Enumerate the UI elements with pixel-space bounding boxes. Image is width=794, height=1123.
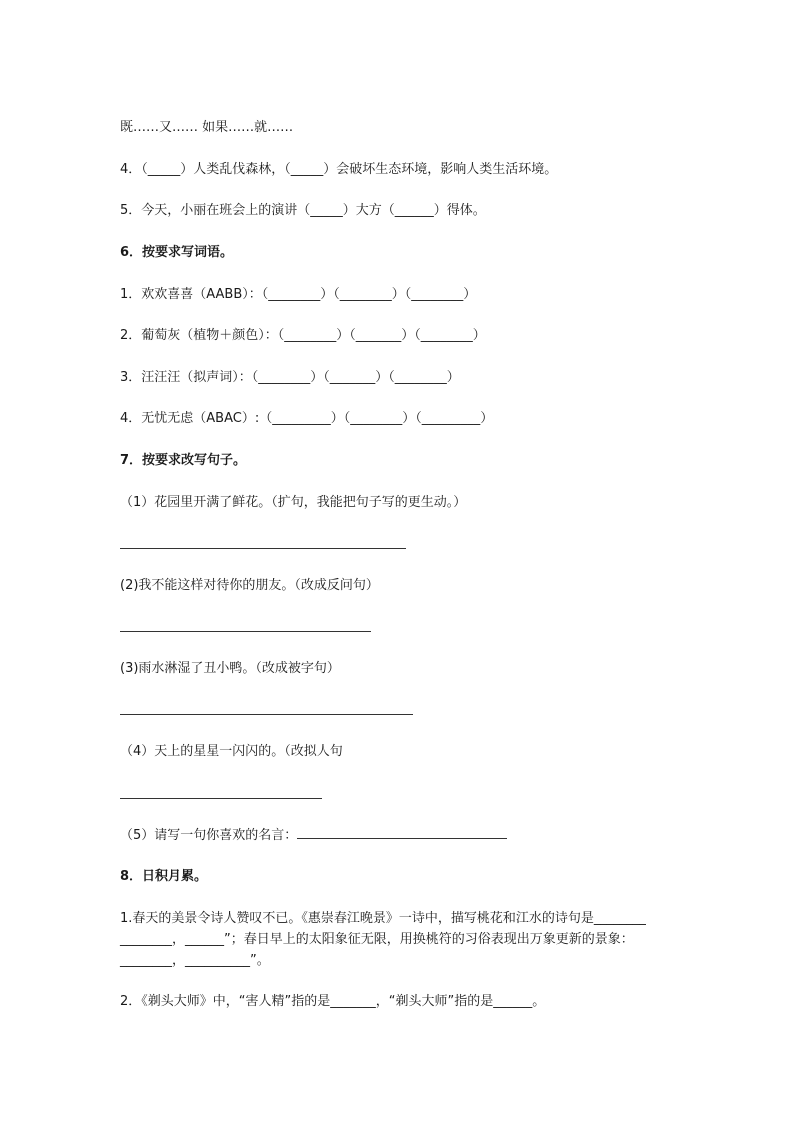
section-8-heading: 8．日积月累。 bbox=[120, 869, 208, 884]
section-7-item-2: (2)我不能这样对待你的朋友。（改成反问句） bbox=[120, 578, 379, 593]
answer-line-5 bbox=[297, 826, 507, 839]
section-6-heading: 6．按要求写词语。 bbox=[120, 245, 234, 260]
section-6-item-3: 3．汪汪汪（拟声词）：（________）（_______）（________） bbox=[120, 370, 460, 385]
section-6-item-4: 4．无忧无虑（ABAC）:（_________）（________）（_________） bbox=[120, 411, 494, 426]
section-8-item-1-line-2: ________，______”；春日早上的太阳象征无限，用换桃符的习俗表现出万象更新的景象： bbox=[120, 932, 634, 947]
section-7-item-5-label: （5）请写一句你喜欢的名言： bbox=[120, 828, 298, 843]
answer-line-2 bbox=[120, 631, 371, 632]
section-8-item-2: 2．《剃头大师》中，“害人精”指的是_______，“剃头大师”指的是______。 bbox=[120, 994, 546, 1009]
section-7-item-3: (3)雨水淋湿了丑小鸭。（改成被字句） bbox=[120, 661, 340, 676]
section-6-item-2: 2．葡萄灰（植物＋颜色）：（________）（_______）（________） bbox=[120, 328, 486, 343]
section-7-item-5 bbox=[120, 826, 507, 845]
question-4-fill-in: 4．（_____）人类乱伐森林，（_____）会破坏生态环境，影响人类生活环境。 bbox=[120, 162, 558, 177]
answer-line-1 bbox=[120, 548, 406, 549]
section-7-item-4: （4）天上的星星一闪闪的。（改拟人句 bbox=[120, 744, 343, 759]
conjunction-examples: 既……又…… 如果……就…… bbox=[120, 120, 294, 135]
section-6-item-1: 1．欢欢喜喜（AABB）：（________）（________）（________） bbox=[120, 287, 477, 302]
answer-line-4 bbox=[120, 798, 322, 799]
section-7-item-1: （1）花园里开满了鲜花。（扩句，我能把句子写的更生动。） bbox=[120, 495, 467, 510]
question-5-fill-in: 5．今天，小丽在班会上的演讲（_____）大方（______）得体。 bbox=[120, 203, 486, 218]
answer-line-3 bbox=[120, 714, 413, 715]
section-8-item-1-line-3: ________，__________”。 bbox=[120, 953, 270, 968]
section-8-item-1-line-1: 1.春天的美景令诗人赞叹不已。《惠崇春江晚景》一诗中，描写桃花和江水的诗句是________ bbox=[120, 911, 646, 926]
section-7-heading: 7．按要求改写句子。 bbox=[120, 453, 247, 468]
